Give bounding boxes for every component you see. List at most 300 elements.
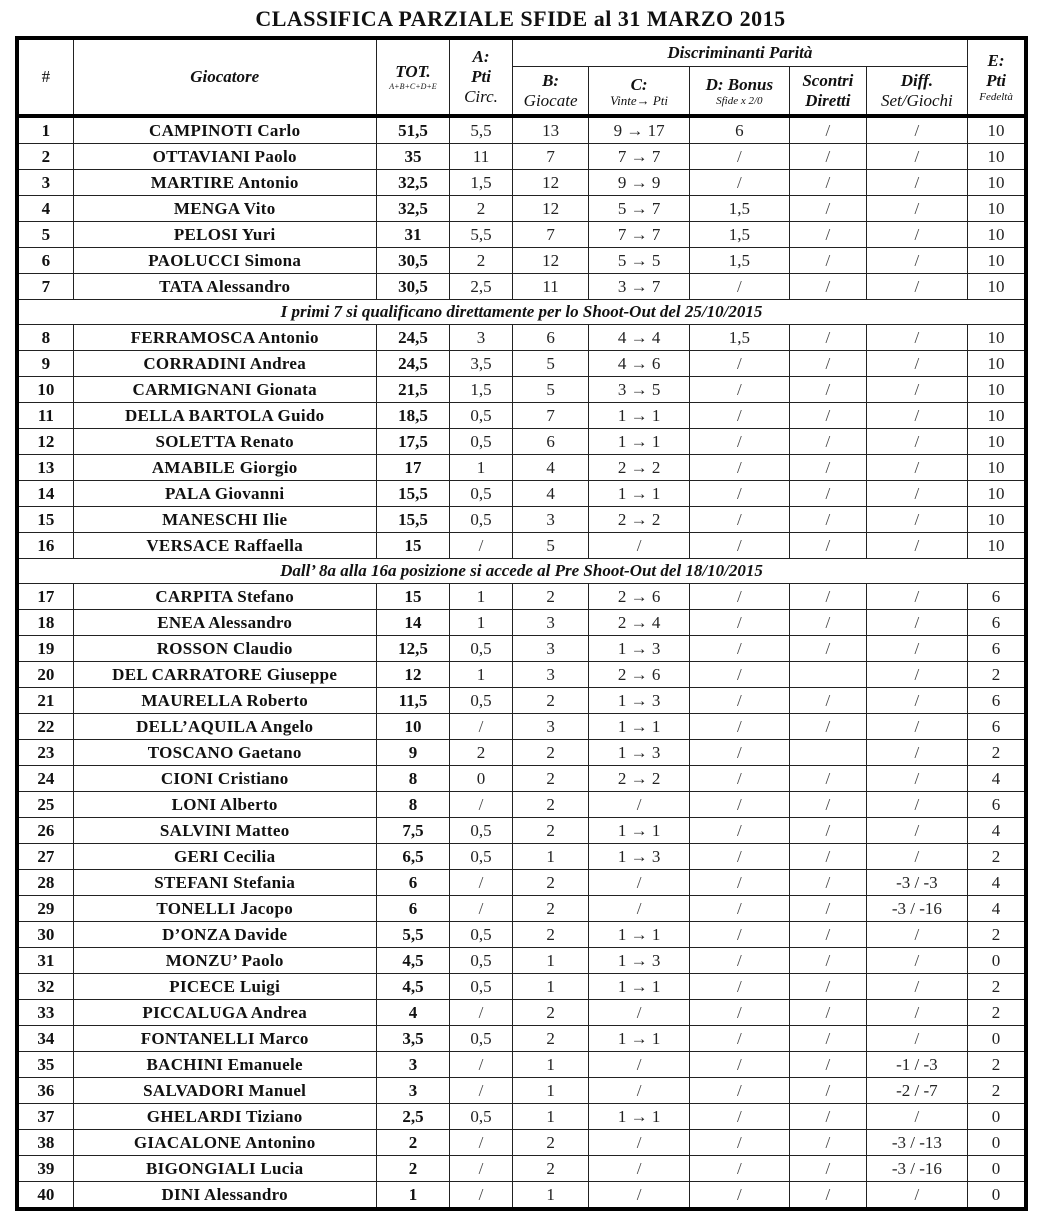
player-name-cell: STEFANI Stefania xyxy=(73,870,376,896)
table-row xyxy=(17,818,1026,844)
table-row xyxy=(17,274,1026,300)
position-cell: 13 xyxy=(17,455,73,481)
player-name-cell: DELL’AQUILA Angelo xyxy=(73,714,376,740)
giocate-cell: 3 xyxy=(512,636,589,662)
pti-fedelta-cell: 10 xyxy=(968,429,1026,455)
total-cell: 32,5 xyxy=(376,196,450,222)
pti-fedelta-cell: 2 xyxy=(968,1000,1026,1026)
giocate-cell: 2 xyxy=(512,922,589,948)
player-name-cell: MARTIRE Antonio xyxy=(73,170,376,196)
position-cell: 37 xyxy=(17,1104,73,1130)
pti-circ-cell: 1 xyxy=(450,455,512,481)
giocate-cell: 2 xyxy=(512,740,589,766)
bonus-cell: / xyxy=(689,870,789,896)
table-row xyxy=(17,325,1026,351)
pti-fedelta-cell: 10 xyxy=(968,351,1026,377)
bonus-cell: / xyxy=(689,507,789,533)
total-cell: 4,5 xyxy=(376,974,450,1000)
bonus-cell: / xyxy=(689,688,789,714)
bonus-cell: / xyxy=(689,481,789,507)
bonus-cell: / xyxy=(689,1052,789,1078)
position-cell: 15 xyxy=(17,507,73,533)
bonus-cell: / xyxy=(689,403,789,429)
table-header xyxy=(17,38,1026,116)
pti-fedelta-cell: 0 xyxy=(968,948,1026,974)
pti-circ-cell: 0,5 xyxy=(450,429,512,455)
header-a-mid: Pti xyxy=(471,67,491,86)
total-cell: 8 xyxy=(376,792,450,818)
diff-set-giochi-cell: / xyxy=(866,274,967,300)
total-cell: 17,5 xyxy=(376,429,450,455)
player-name-cell: TATA Alessandro xyxy=(73,274,376,300)
header-a-bot: Circ. xyxy=(464,87,498,106)
bonus-cell: / xyxy=(689,1182,789,1210)
pti-circ-cell: / xyxy=(450,1156,512,1182)
giocate-cell: 2 xyxy=(512,584,589,610)
player-name-cell: SOLETTA Renato xyxy=(73,429,376,455)
section-note-row xyxy=(17,300,1026,325)
total-cell: 3 xyxy=(376,1052,450,1078)
total-cell: 12,5 xyxy=(376,636,450,662)
table-row xyxy=(17,1156,1026,1182)
giocate-cell: 2 xyxy=(512,1000,589,1026)
vinte-pti-cell: 1 → 3 xyxy=(589,948,689,974)
pti-circ-cell: 1 xyxy=(450,584,512,610)
diff-set-giochi-cell: / xyxy=(866,792,967,818)
bonus-cell: / xyxy=(689,377,789,403)
total-cell: 30,5 xyxy=(376,274,450,300)
bonus-cell: / xyxy=(689,818,789,844)
vinte-pti-cell: 1 → 1 xyxy=(589,818,689,844)
table-row xyxy=(17,248,1026,274)
scontri-diretti-cell xyxy=(789,662,866,688)
position-cell: 3 xyxy=(17,170,73,196)
scontri-diretti-cell: / xyxy=(789,844,866,870)
header-player xyxy=(73,38,376,116)
bonus-cell: / xyxy=(689,844,789,870)
position-cell: 29 xyxy=(17,896,73,922)
pti-fedelta-cell: 2 xyxy=(968,844,1026,870)
pti-fedelta-cell: 4 xyxy=(968,870,1026,896)
position-cell: 31 xyxy=(17,948,73,974)
scontri-diretti-cell: / xyxy=(789,1078,866,1104)
giocate-cell: 2 xyxy=(512,1026,589,1052)
pti-fedelta-cell: 6 xyxy=(968,584,1026,610)
diff-set-giochi-cell: -1 / -3 xyxy=(866,1052,967,1078)
position-cell: 7 xyxy=(17,274,73,300)
bonus-cell: / xyxy=(689,1078,789,1104)
position-cell: 2 xyxy=(17,144,73,170)
total-cell: 30,5 xyxy=(376,248,450,274)
header-diff xyxy=(866,67,967,117)
giocate-cell: 1 xyxy=(512,844,589,870)
table-row xyxy=(17,792,1026,818)
position-cell: 26 xyxy=(17,818,73,844)
table-row xyxy=(17,455,1026,481)
scontri-diretti-cell: / xyxy=(789,610,866,636)
pti-circ-cell: 2 xyxy=(450,196,512,222)
pti-circ-cell: 11 xyxy=(450,144,512,170)
table-row xyxy=(17,1182,1026,1210)
scontri-diretti-cell: / xyxy=(789,481,866,507)
header-s-top: Scontri xyxy=(802,70,854,90)
giocate-cell: 2 xyxy=(512,818,589,844)
player-name-cell: CORRADINI Andrea xyxy=(73,351,376,377)
diff-set-giochi-cell: / xyxy=(866,948,967,974)
total-cell: 11,5 xyxy=(376,688,450,714)
total-cell: 18,5 xyxy=(376,403,450,429)
diff-set-giochi-cell: / xyxy=(866,248,967,274)
pti-fedelta-cell: 10 xyxy=(968,533,1026,559)
table-row xyxy=(17,533,1026,559)
giocate-cell: 4 xyxy=(512,481,589,507)
pti-circ-cell: 2 xyxy=(450,740,512,766)
pti-circ-cell: 0 xyxy=(450,766,512,792)
scontri-diretti-cell: / xyxy=(789,1000,866,1026)
total-cell: 15,5 xyxy=(376,507,450,533)
bonus-cell: 1,5 xyxy=(689,222,789,248)
section-note: Dall’ 8a alla 16a posizione si accede al Pre Shoot-Out del 18/10/2015 xyxy=(17,559,1026,584)
vinte-pti-cell: 5 → 7 xyxy=(589,196,689,222)
pti-circ-cell: 5,5 xyxy=(450,116,512,144)
giocate-cell: 1 xyxy=(512,1182,589,1210)
total-cell: 21,5 xyxy=(376,377,450,403)
position-cell: 32 xyxy=(17,974,73,1000)
giocate-cell: 1 xyxy=(512,948,589,974)
giocate-cell: 2 xyxy=(512,688,589,714)
diff-set-giochi-cell: -3 / -13 xyxy=(866,1130,967,1156)
diff-set-giochi-cell: / xyxy=(866,740,967,766)
pti-fedelta-cell: 10 xyxy=(968,377,1026,403)
diff-set-giochi-cell: / xyxy=(866,1026,967,1052)
pti-circ-cell: 0,5 xyxy=(450,844,512,870)
table-row xyxy=(17,948,1026,974)
diff-set-giochi-cell: / xyxy=(866,455,967,481)
player-name-cell: GHELARDI Tiziano xyxy=(73,1104,376,1130)
player-name-cell: MAURELLA Roberto xyxy=(73,688,376,714)
scontri-diretti-cell: / xyxy=(789,896,866,922)
position-cell: 10 xyxy=(17,377,73,403)
diff-set-giochi-cell: / xyxy=(866,844,967,870)
pti-circ-cell: / xyxy=(450,533,512,559)
giocate-cell: 12 xyxy=(512,248,589,274)
giocate-cell: 11 xyxy=(512,274,589,300)
table-row xyxy=(17,1130,1026,1156)
diff-set-giochi-cell: / xyxy=(866,481,967,507)
table-row xyxy=(17,1026,1026,1052)
scontri-diretti-cell: / xyxy=(789,144,866,170)
total-cell: 15 xyxy=(376,533,450,559)
scontri-diretti-cell: / xyxy=(789,507,866,533)
player-name-cell: BIGONGIALI Lucia xyxy=(73,1156,376,1182)
header-e xyxy=(968,38,1026,116)
giocate-cell: 3 xyxy=(512,610,589,636)
diff-set-giochi-cell: / xyxy=(866,714,967,740)
total-cell: 2 xyxy=(376,1156,450,1182)
header-diff-top: Diff. xyxy=(900,70,934,90)
section-note: I primi 7 si qualificano direttamente per lo Shoot-Out del 25/10/2015 xyxy=(17,300,1026,325)
pti-fedelta-cell: 10 xyxy=(968,507,1026,533)
player-name-cell: MONZU’ Paolo xyxy=(73,948,376,974)
diff-set-giochi-cell: / xyxy=(866,377,967,403)
vinte-pti-cell: 1 → 3 xyxy=(589,740,689,766)
total-cell: 3 xyxy=(376,1078,450,1104)
vinte-pti-cell: 1 → 3 xyxy=(589,844,689,870)
giocate-cell: 7 xyxy=(512,144,589,170)
scontri-diretti-cell: / xyxy=(789,870,866,896)
bonus-cell: / xyxy=(689,896,789,922)
vinte-pti-cell: 4 → 6 xyxy=(589,351,689,377)
pti-circ-cell: 2,5 xyxy=(450,274,512,300)
scontri-diretti-cell: / xyxy=(789,196,866,222)
pti-fedelta-cell: 0 xyxy=(968,1026,1026,1052)
header-player-label: Giocatore xyxy=(190,67,260,86)
pti-fedelta-cell: 2 xyxy=(968,1052,1026,1078)
pti-fedelta-cell: 0 xyxy=(968,1104,1026,1130)
position-cell: 20 xyxy=(17,662,73,688)
player-name-cell: CAMPINOTI Carlo xyxy=(73,116,376,144)
pti-circ-cell: / xyxy=(450,1078,512,1104)
position-cell: 27 xyxy=(17,844,73,870)
header-tot-sub: A+B+C+D+E xyxy=(389,82,437,91)
position-cell: 17 xyxy=(17,584,73,610)
pti-circ-cell: / xyxy=(450,896,512,922)
bonus-cell: / xyxy=(689,610,789,636)
giocate-cell: 6 xyxy=(512,325,589,351)
position-cell: 18 xyxy=(17,610,73,636)
position-cell: 25 xyxy=(17,792,73,818)
table-row xyxy=(17,377,1026,403)
diff-set-giochi-cell: / xyxy=(866,818,967,844)
player-name-cell: PICECE Luigi xyxy=(73,974,376,1000)
pti-circ-cell: / xyxy=(450,1130,512,1156)
table-row xyxy=(17,870,1026,896)
pti-fedelta-cell: 0 xyxy=(968,1156,1026,1182)
player-name-cell: D’ONZA Davide xyxy=(73,922,376,948)
vinte-pti-cell: 1 → 1 xyxy=(589,714,689,740)
giocate-cell: 3 xyxy=(512,714,589,740)
position-cell: 23 xyxy=(17,740,73,766)
table-row xyxy=(17,116,1026,144)
vinte-pti-cell: / xyxy=(589,792,689,818)
bonus-cell: / xyxy=(689,766,789,792)
scontri-diretti-cell: / xyxy=(789,429,866,455)
bonus-cell: 1,5 xyxy=(689,196,789,222)
bonus-cell: / xyxy=(689,1000,789,1026)
table-row xyxy=(17,170,1026,196)
vinte-pti-cell: 2 → 4 xyxy=(589,610,689,636)
player-name-cell: CIONI Cristiano xyxy=(73,766,376,792)
giocate-cell: 5 xyxy=(512,377,589,403)
pti-circ-cell: 0,5 xyxy=(450,688,512,714)
total-cell: 17 xyxy=(376,455,450,481)
scontri-diretti-cell: / xyxy=(789,1104,866,1130)
bonus-cell: / xyxy=(689,429,789,455)
position-cell: 11 xyxy=(17,403,73,429)
diff-set-giochi-cell: / xyxy=(866,403,967,429)
scontri-diretti-cell: / xyxy=(789,455,866,481)
table-row xyxy=(17,766,1026,792)
giocate-cell: 7 xyxy=(512,403,589,429)
vinte-pti-cell: 3 → 5 xyxy=(589,377,689,403)
giocate-cell: 2 xyxy=(512,896,589,922)
header-e-mid: Pti xyxy=(986,71,1006,90)
diff-set-giochi-cell: / xyxy=(866,351,967,377)
position-cell: 33 xyxy=(17,1000,73,1026)
player-name-cell: LONI Alberto xyxy=(73,792,376,818)
bonus-cell: / xyxy=(689,948,789,974)
position-cell: 5 xyxy=(17,222,73,248)
pti-circ-cell: 5,5 xyxy=(450,222,512,248)
total-cell: 35 xyxy=(376,144,450,170)
pti-fedelta-cell: 2 xyxy=(968,974,1026,1000)
table-row xyxy=(17,144,1026,170)
player-name-cell: ENEA Alessandro xyxy=(73,610,376,636)
giocate-cell: 7 xyxy=(512,222,589,248)
diff-set-giochi-cell: / xyxy=(866,1182,967,1210)
player-name-cell: FERRAMOSCA Antonio xyxy=(73,325,376,351)
player-name-cell: GERI Cecilia xyxy=(73,844,376,870)
vinte-pti-cell: 9 → 17 xyxy=(589,116,689,144)
pti-fedelta-cell: 4 xyxy=(968,818,1026,844)
player-name-cell: AMABILE Giorgio xyxy=(73,455,376,481)
diff-set-giochi-cell: -3 / -16 xyxy=(866,896,967,922)
header-c-bot: Vinte→ Pti xyxy=(610,92,669,108)
total-cell: 12 xyxy=(376,662,450,688)
scontri-diretti-cell: / xyxy=(789,1156,866,1182)
pti-circ-cell: 0,5 xyxy=(450,818,512,844)
scontri-diretti-cell: / xyxy=(789,948,866,974)
total-cell: 4,5 xyxy=(376,948,450,974)
pti-circ-cell: / xyxy=(450,792,512,818)
pti-fedelta-cell: 6 xyxy=(968,610,1026,636)
position-cell: 6 xyxy=(17,248,73,274)
position-cell: 40 xyxy=(17,1182,73,1210)
scontri-diretti-cell: / xyxy=(789,170,866,196)
position-cell: 36 xyxy=(17,1078,73,1104)
pti-fedelta-cell: 10 xyxy=(968,403,1026,429)
giocate-cell: 2 xyxy=(512,766,589,792)
pti-fedelta-cell: 10 xyxy=(968,248,1026,274)
table-row xyxy=(17,1052,1026,1078)
scontri-diretti-cell: / xyxy=(789,792,866,818)
diff-set-giochi-cell: / xyxy=(866,196,967,222)
vinte-pti-cell: 5 → 5 xyxy=(589,248,689,274)
header-b-bot: Giocate xyxy=(523,90,578,110)
table-row xyxy=(17,662,1026,688)
table-row xyxy=(17,636,1026,662)
total-cell: 6 xyxy=(376,896,450,922)
pti-circ-cell: 0,5 xyxy=(450,922,512,948)
scontri-diretti-cell: / xyxy=(789,403,866,429)
header-c xyxy=(589,67,689,117)
vinte-pti-cell: / xyxy=(589,533,689,559)
vinte-pti-cell: 1 → 3 xyxy=(589,636,689,662)
position-cell: 1 xyxy=(17,116,73,144)
diff-set-giochi-cell: / xyxy=(866,688,967,714)
player-name-cell: TOSCANO Gaetano xyxy=(73,740,376,766)
pti-fedelta-cell: 6 xyxy=(968,792,1026,818)
pti-fedelta-cell: 10 xyxy=(968,455,1026,481)
table-row xyxy=(17,1078,1026,1104)
table-row xyxy=(17,714,1026,740)
table-row xyxy=(17,922,1026,948)
giocate-cell: 5 xyxy=(512,533,589,559)
pti-fedelta-cell: 10 xyxy=(968,170,1026,196)
player-name-cell: ROSSON Claudio xyxy=(73,636,376,662)
diff-set-giochi-cell: / xyxy=(866,116,967,144)
player-name-cell: PALA Giovanni xyxy=(73,481,376,507)
player-name-cell: MANESCHI Ilie xyxy=(73,507,376,533)
player-name-cell: TONELLI Jacopo xyxy=(73,896,376,922)
total-cell: 3,5 xyxy=(376,1026,450,1052)
pti-fedelta-cell: 10 xyxy=(968,196,1026,222)
scontri-diretti-cell: / xyxy=(789,351,866,377)
bonus-cell: / xyxy=(689,1104,789,1130)
header-e-top: E: xyxy=(987,51,1005,70)
table-row xyxy=(17,481,1026,507)
section-note-row xyxy=(17,559,1026,584)
diff-set-giochi-cell: / xyxy=(866,325,967,351)
vinte-pti-cell: / xyxy=(589,870,689,896)
scontri-diretti-cell: / xyxy=(789,325,866,351)
bonus-cell: / xyxy=(689,584,789,610)
table-row xyxy=(17,688,1026,714)
player-name-cell: DEL CARRATORE Giuseppe xyxy=(73,662,376,688)
vinte-pti-cell: 1 → 1 xyxy=(589,1104,689,1130)
diff-set-giochi-cell: / xyxy=(866,610,967,636)
vinte-pti-cell: / xyxy=(589,1078,689,1104)
table-row xyxy=(17,584,1026,610)
giocate-cell: 3 xyxy=(512,662,589,688)
player-name-cell: OTTAVIANI Paolo xyxy=(73,144,376,170)
total-cell: 4 xyxy=(376,1000,450,1026)
giocate-cell: 5 xyxy=(512,351,589,377)
bonus-cell: / xyxy=(689,714,789,740)
vinte-pti-cell: 2 → 2 xyxy=(589,766,689,792)
scontri-diretti-cell xyxy=(789,740,866,766)
total-cell: 15,5 xyxy=(376,481,450,507)
giocate-cell: 13 xyxy=(512,116,589,144)
vinte-pti-cell: 1 → 1 xyxy=(589,429,689,455)
vinte-pti-cell: 7 → 7 xyxy=(589,222,689,248)
player-name-cell: MENGA Vito xyxy=(73,196,376,222)
position-cell: 35 xyxy=(17,1052,73,1078)
vinte-pti-cell: / xyxy=(589,1052,689,1078)
page-title: CLASSIFICA PARZIALE SFIDE al 31 MARZO 2015 xyxy=(255,6,786,31)
position-cell: 14 xyxy=(17,481,73,507)
pti-circ-cell: 0,5 xyxy=(450,1026,512,1052)
table-row xyxy=(17,403,1026,429)
vinte-pti-cell: 2 → 2 xyxy=(589,455,689,481)
bonus-cell: / xyxy=(689,1130,789,1156)
bonus-cell: / xyxy=(689,1156,789,1182)
vinte-pti-cell: 4 → 4 xyxy=(589,325,689,351)
table-row xyxy=(17,1104,1026,1130)
total-cell: 7,5 xyxy=(376,818,450,844)
diff-set-giochi-cell: / xyxy=(866,1000,967,1026)
position-cell: 38 xyxy=(17,1130,73,1156)
vinte-pti-cell: 3 → 7 xyxy=(589,274,689,300)
total-cell: 2 xyxy=(376,1130,450,1156)
pti-circ-cell: / xyxy=(450,1000,512,1026)
header-pos xyxy=(17,38,73,116)
table-row xyxy=(17,1000,1026,1026)
scontri-diretti-cell: / xyxy=(789,818,866,844)
pti-fedelta-cell: 10 xyxy=(968,222,1026,248)
pti-circ-cell: 0,5 xyxy=(450,974,512,1000)
total-cell: 6,5 xyxy=(376,844,450,870)
